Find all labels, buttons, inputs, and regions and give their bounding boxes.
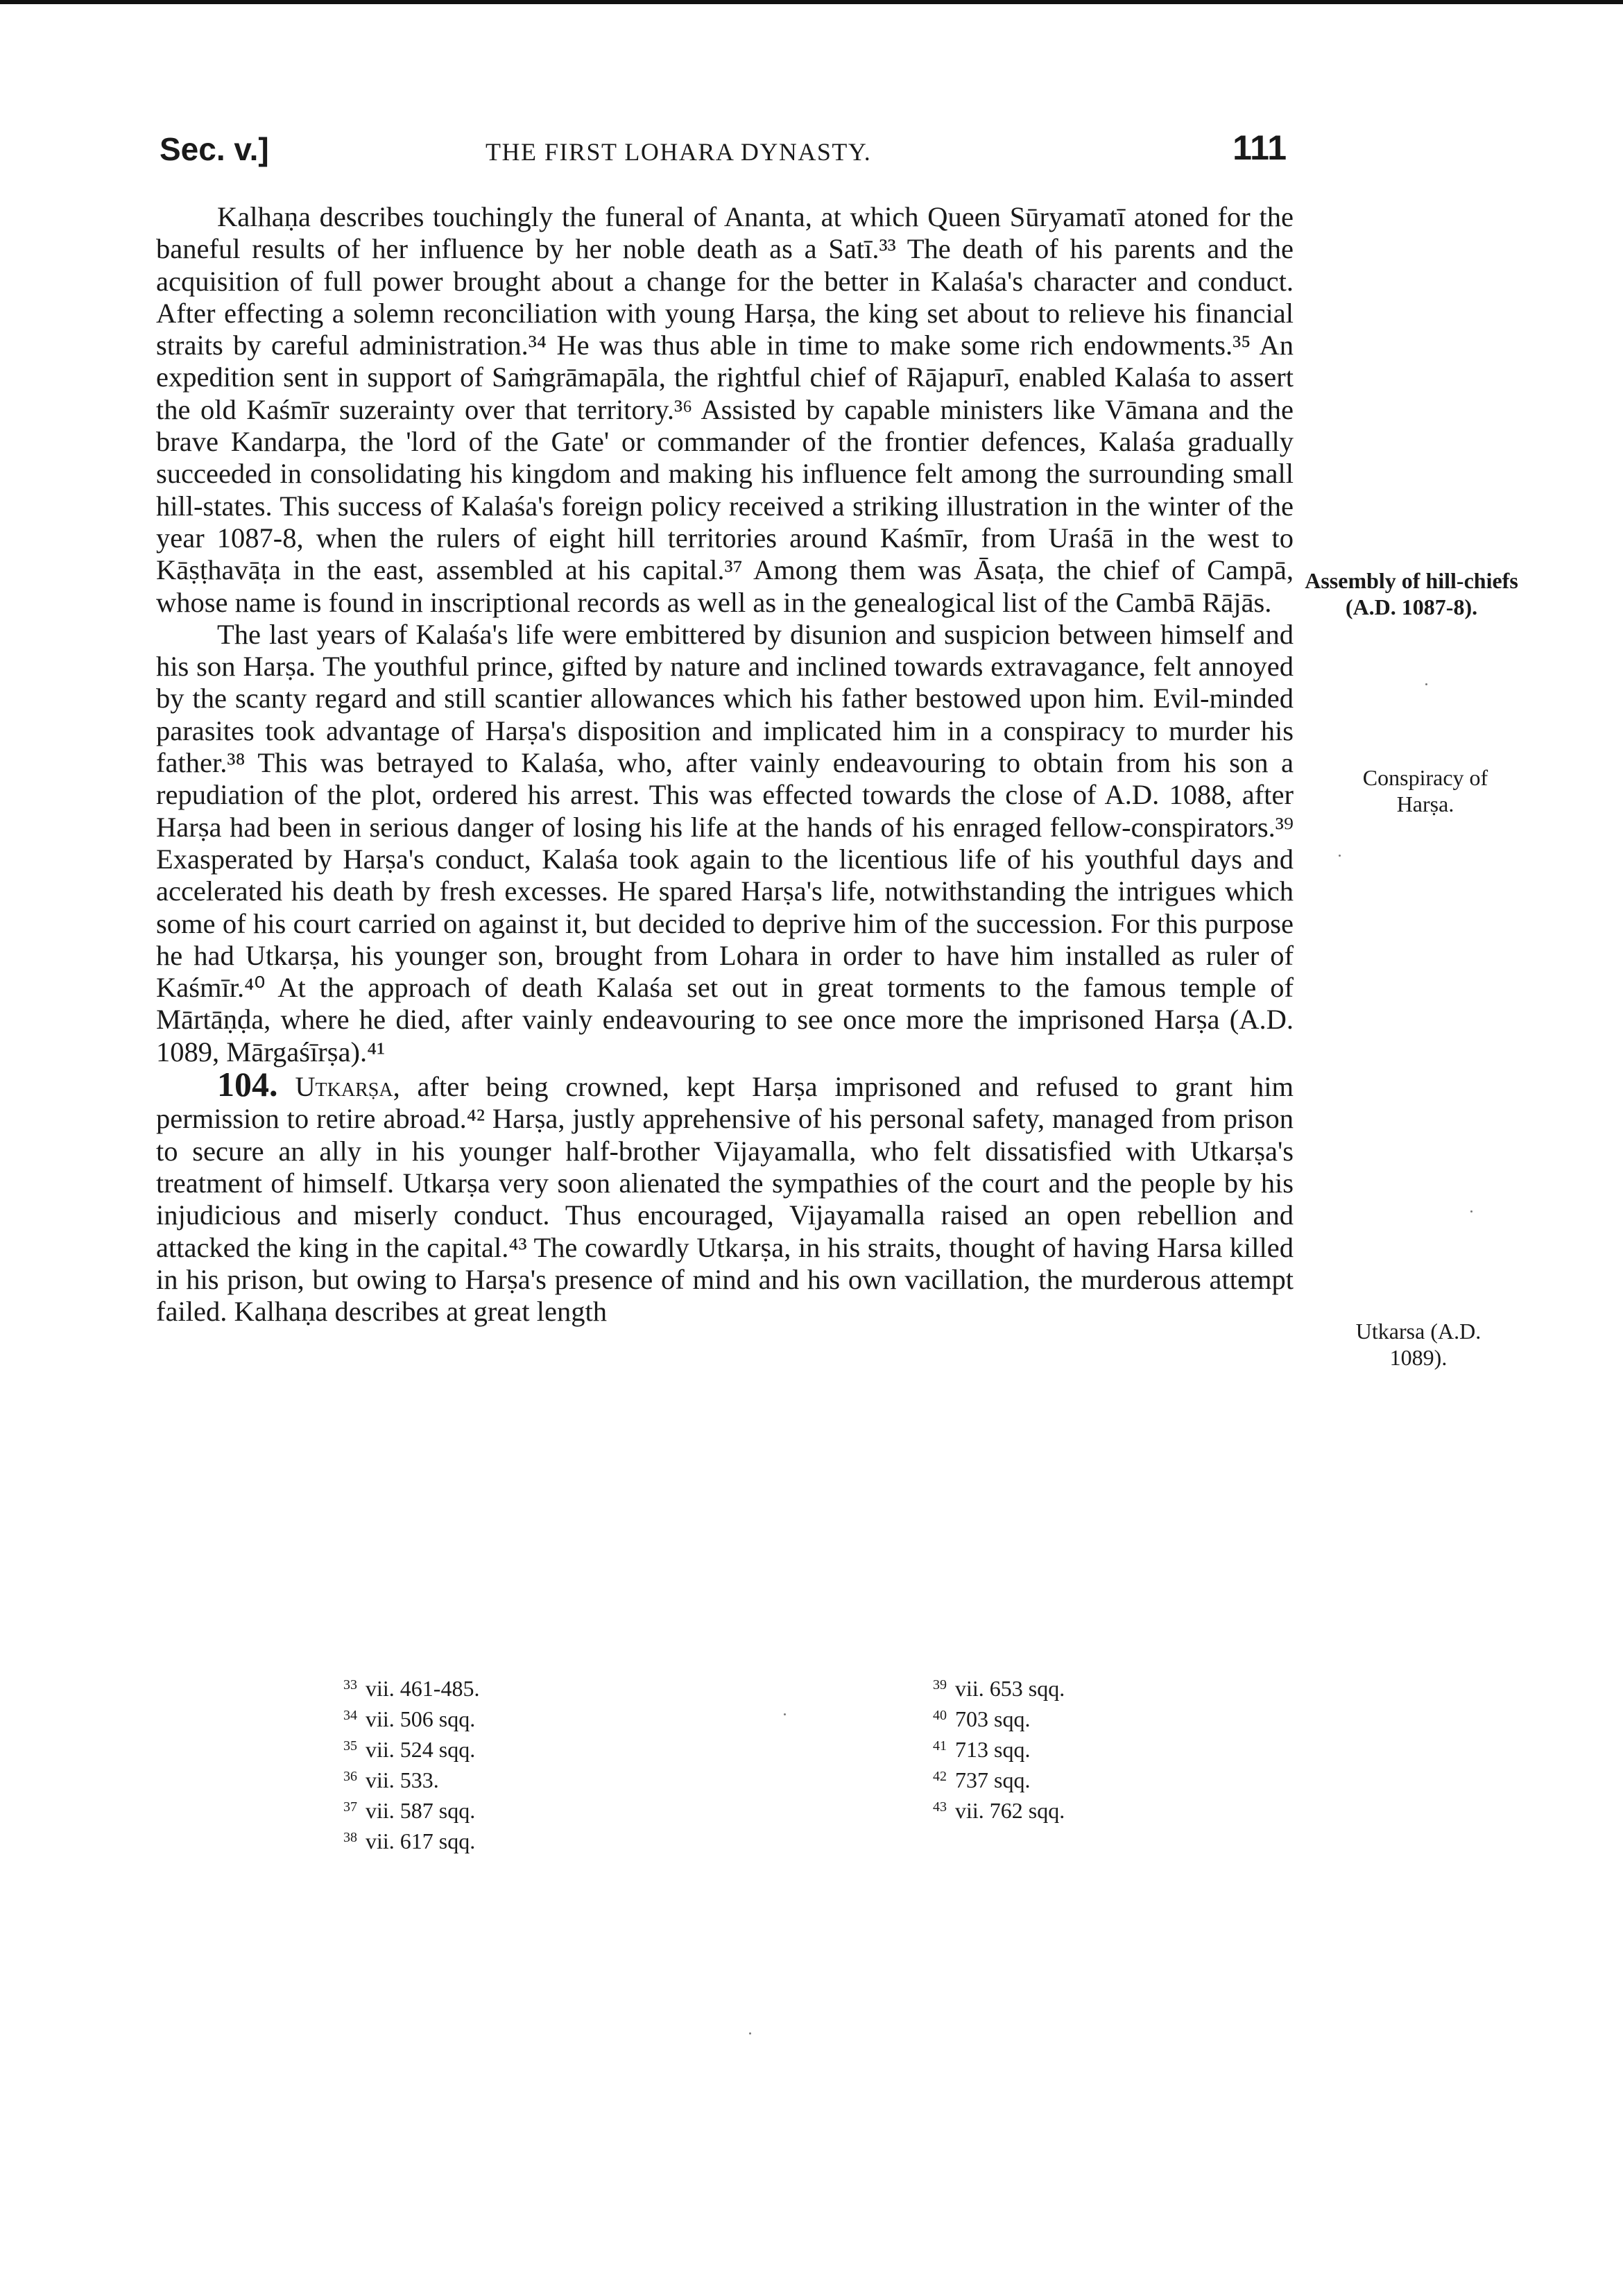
footnote-number: 34 [343, 1708, 357, 1723]
main-text [156, 201, 1294, 1328]
footnote-text: vii. 461-485. [366, 1676, 480, 1701]
page-title: THE FIRST LOHARA DYNASTY. [486, 138, 872, 166]
footnotes-right [933, 1672, 1065, 1824]
paragraph-conspiracy-of-harsa: The last years of Kalaśa's life were embittered by disunion and suspicion between himself and his son Harṣa. The youthful prince, gifted by nature and inclined towards extravagance, felt annoyed by the scanty regard and still scantier allowances which his father bestowed upon him. Evil-minded parasites took advantage of Harṣa's disposition and implicated him in a conspiracy to murder his father.³⁸ This was betrayed to Kalaśa, who, after vainly endeavouring to obtain from his son a repudiation of the plot, ordered his arrest. This was effected towards the close of A.D. 1088, after Harṣa had been in serious danger of losing his life at the hands of his enraged fellow-conspirators.³⁹ Exasperated by Harṣa's conduct, Kalaśa took again to the licentious life of his youthful days and accelerated his death by fresh excesses. He spared Harṣa's life, notwithstanding the intrigues which some of his court carried on against it, but decided to deprive him of the succession. For this purpose he had Utkarṣa, his younger son, brought from Lohara in order to have him installed as ruler of Kaśmīr.⁴⁰ At the approach of death Kalaśa set out in great torments to the famous temple of Mārtāṇḍa, where he died, after vainly endeavouring to see once more the imprisoned Harṣa (A.D. 1089, Mārgaśīrṣa).⁴¹ [156, 618, 1294, 1068]
footnote-number: 37 [343, 1799, 357, 1815]
scan-speck [1425, 683, 1427, 685]
scan-speck [1470, 1210, 1472, 1213]
footnote [933, 1794, 1065, 1824]
footnote-text: vii. 524 sqq. [366, 1737, 476, 1762]
paragraph-utkarsa-text: , after being crowned, kept Harṣa imprisoned and refused to grant him permission to retire abroad.⁴² Harṣa, justly apprehensive of his personal safety, managed from prison to secure an ally in his younger half-brother Vijayamalla, who felt dissatisfied with Utkarṣa's treatment of himself. Utkarṣa very soon alienated the sympathies of the court and the people by his injudicious and miserly conduct. Thus encouraged, Vijayamalla raised an open rebellion and attacked the king in the capital.⁴³ The cowardly Utkarṣa, in his straits, thought of having Harsa killed in his prison, but owing to Harṣa's presence of mind and his own vacillation, the murderous attempt failed. Kalhaṇa describes at great length [156, 1071, 1294, 1328]
section-lead-word: Utkarṣa [295, 1071, 393, 1103]
footnote-number: 40 [933, 1708, 947, 1723]
scan-speck [784, 1713, 786, 1715]
footnote [343, 1824, 479, 1855]
footnote [933, 1672, 1065, 1702]
paragraph-utkarsa [156, 1065, 1294, 1328]
footnote [933, 1763, 1065, 1794]
footnote-text: 703 sqq. [955, 1706, 1031, 1731]
footnote-number: 43 [933, 1799, 947, 1815]
footnote-number: 36 [343, 1769, 357, 1784]
margin-note-utkarsa: Utkarsa (A.D. 1089). [1355, 1319, 1482, 1370]
section-number: 104. [217, 1065, 278, 1104]
page-number: 111 [1233, 128, 1287, 167]
footnotes-left [343, 1672, 479, 1855]
footnote [343, 1672, 479, 1702]
paragraph-funeral-of-ananta: Kalhaṇa describes touchingly the funeral of Ananta, at which Queen Sūryamatī atoned for the baneful results of her influence by her noble death as a Satī.³³ The death of his parents and the acquisition of full power brought about a change for the better in Kalaśa's character and conduct. After effecting a solemn reconciliation with young Harṣa, the king set about to relieve his financial straits by careful administration.³⁴ He was thus able in time to make some rich endowments.³⁵ An expedition sent in support of Saṁgrāmapāla, the rightful chief of Rājapurī, enabled Kalaśa to assert the old Kaśmīr suzerainty over that territory.³⁶ Assisted by capable ministers like Vāmana and the brave Kandarpa, the 'lord of the Gate' or commander of the frontier defences, Kalaśa gradually succeeded in consolidating his kingdom and making his influence felt among the surrounding small hill-states. This success of Kalaśa's foreign policy received a striking illustration in the winter of the year 1087-8, when the rulers of eight hill territories around Kaśmīr, from Uraśā in the west to Kāṣṭhavāṭa in the east, assembled at his capital.³⁷ Among them was Āsaṭa, the chief of Campā, whose name is found in inscriptional records as well as in the genealogical list of the Cambā Rājās. [156, 201, 1294, 618]
margin-note-assembly: Assembly of hill-chiefs (A.D. 1087-8). [1305, 568, 1518, 619]
footnote-text: vii. 762 sqq. [955, 1798, 1065, 1823]
running-header [160, 130, 1287, 179]
footnote-text: vii. 617 sqq. [366, 1828, 476, 1853]
margin-note-conspiracy: Conspiracy of Harṣa. [1362, 765, 1488, 816]
footnote [933, 1702, 1065, 1733]
footnote [343, 1763, 479, 1794]
footnote [343, 1702, 479, 1733]
footnote [933, 1733, 1065, 1763]
footnote [343, 1733, 479, 1763]
page-top-edge [0, 0, 1623, 4]
footnote-number: 41 [933, 1738, 947, 1754]
footnote [343, 1794, 479, 1824]
footnote-text: 737 sqq. [955, 1767, 1031, 1792]
footnote-number: 39 [933, 1677, 947, 1693]
footnote-number: 35 [343, 1738, 357, 1754]
footnote-number: 33 [343, 1677, 357, 1693]
scan-speck [749, 2032, 751, 2034]
scan-speck [1339, 855, 1341, 857]
footnote-text: vii. 533. [366, 1767, 439, 1792]
footnote-text: vii. 653 sqq. [955, 1676, 1065, 1701]
section-label: Sec. v.] [160, 131, 269, 167]
footnote-text: vii. 587 sqq. [366, 1798, 476, 1823]
footnote-text: 713 sqq. [955, 1737, 1031, 1762]
footnote-number: 42 [933, 1769, 947, 1784]
footnote-text: vii. 506 sqq. [366, 1706, 476, 1731]
footnote-number: 38 [343, 1830, 357, 1845]
